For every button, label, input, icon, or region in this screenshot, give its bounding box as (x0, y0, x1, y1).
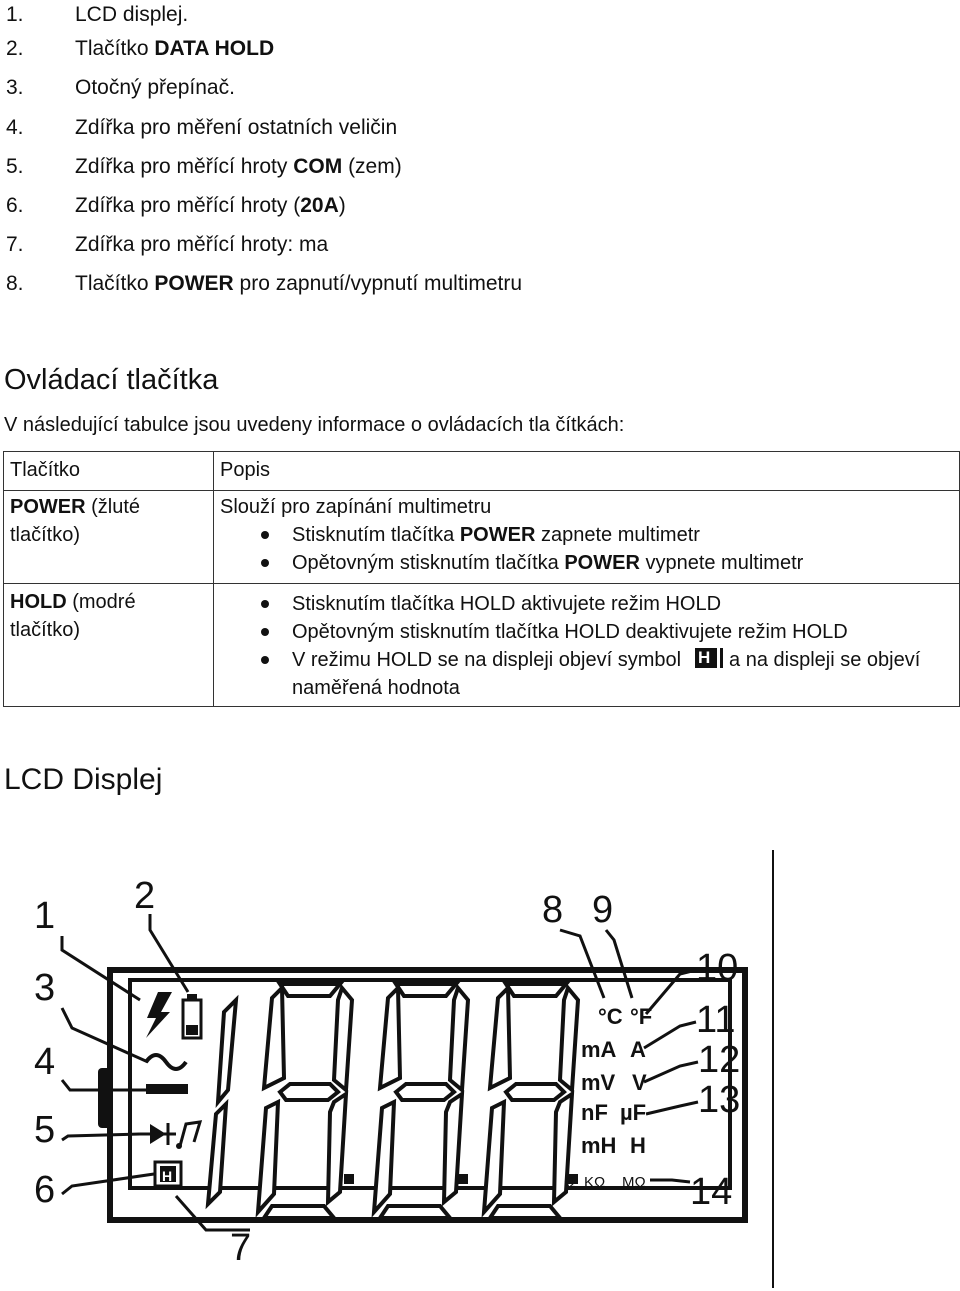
callout-number: 3 (34, 967, 56, 1009)
list-text: Zdířka pro měřící hroty (20A) (75, 194, 346, 217)
header-description: Popis (214, 452, 960, 491)
unit-nf: nF (581, 1100, 608, 1125)
cell-hold-button: HOLD (modré tlačítko) (4, 584, 214, 707)
list-text: Zdířka pro měřící hroty COM (zem) (75, 155, 402, 178)
callout-number: 4 (34, 1041, 56, 1083)
list-number: 5. (6, 155, 24, 178)
unit-uf: µF (620, 1100, 647, 1125)
decimal-point (344, 1174, 354, 1184)
unit-v: V (632, 1070, 647, 1095)
list-text: Zdířka pro měření ostatních veličin (75, 116, 398, 139)
table-row (4, 584, 960, 707)
bullet-item: Opětovným stisknutím tlačítka POWER vypnete multimetr (220, 549, 953, 577)
unit-ma: mA (581, 1037, 617, 1062)
minus-sign-icon (146, 1084, 188, 1094)
unit-mohm: MΩ (622, 1174, 646, 1191)
cell-hold-description (214, 584, 960, 707)
bullet-item: Stisknutím tlačítka POWER zapnete multimetr (220, 521, 953, 549)
callout-number: 11 (696, 999, 736, 1041)
intro-text: V následující tabulce jsou uvedeny informace o ovládacích tla čítkách: (4, 414, 625, 436)
list-number: 7. (6, 233, 24, 256)
unit-ohm: Ω (564, 1174, 576, 1191)
unit-celsius: °C (598, 1004, 623, 1029)
bullet-item: Stisknutím tlačítka HOLD aktivujete režim HOLD (220, 590, 953, 618)
unit-mv: mV (581, 1070, 616, 1095)
bullet-item: V režimu HOLD se na displeji objeví symbol H a na displeji se objeví naměřená hodnota (220, 646, 953, 702)
header-button: Tlačítko (4, 452, 214, 491)
unit-fahrenheit: °F (630, 1004, 653, 1029)
display-connector (98, 1068, 112, 1128)
list-text: Otočný přepínač. (75, 76, 235, 99)
table-row (4, 491, 960, 584)
callout-number: 13 (698, 1079, 741, 1121)
lcd-title: LCD Displej (4, 763, 163, 796)
list-number: 6. (6, 194, 24, 217)
hold-symbol-icon: H (695, 648, 723, 668)
lcd-diagram (0, 840, 960, 1291)
decimal-point (458, 1174, 468, 1184)
callout-number: 9 (592, 889, 614, 931)
callout-number: 1 (34, 895, 56, 937)
bullet-item: Opětovným stisknutím tlačítka HOLD deaktivujete režim HOLD (220, 618, 953, 646)
list-number: 8. (6, 272, 24, 295)
power-lead: Slouží pro zapínání multimetru (220, 496, 492, 518)
svg-text:H: H (162, 1168, 173, 1184)
table-header-row (4, 452, 960, 491)
callout-number: 14 (690, 1171, 733, 1213)
list-text: Zdířka pro měřící hroty: ma (75, 233, 329, 256)
list-number: 1. (6, 3, 24, 26)
cell-power-description (214, 491, 960, 584)
list-number: 2. (6, 37, 24, 60)
cell-power-button: POWER (žluté tlačítko) (4, 491, 214, 584)
list-text: LCD displej. (75, 3, 189, 26)
callout-number: 12 (698, 1039, 741, 1081)
list-text: Tlačítko DATA HOLD (75, 37, 275, 60)
callout-number: 2 (134, 875, 156, 917)
callout-number: 8 (542, 889, 564, 931)
section-title: Ovládací tlačítka (4, 364, 219, 396)
callout-number: 5 (34, 1109, 56, 1151)
unit-mh: mH (581, 1133, 617, 1158)
callout-number: 7 (230, 1227, 252, 1269)
list-number: 3. (6, 76, 24, 99)
list-text: Tlačítko POWER pro zapnutí/vypnutí multimetru (75, 272, 523, 295)
unit-a: A (630, 1037, 646, 1062)
callout-number: 10 (696, 947, 739, 989)
list-number: 4. (6, 116, 24, 139)
unit-kohm: KΩ (584, 1174, 606, 1191)
callout-number: 6 (34, 1169, 56, 1211)
unit-h: H (630, 1133, 646, 1158)
controls-table (3, 451, 960, 707)
